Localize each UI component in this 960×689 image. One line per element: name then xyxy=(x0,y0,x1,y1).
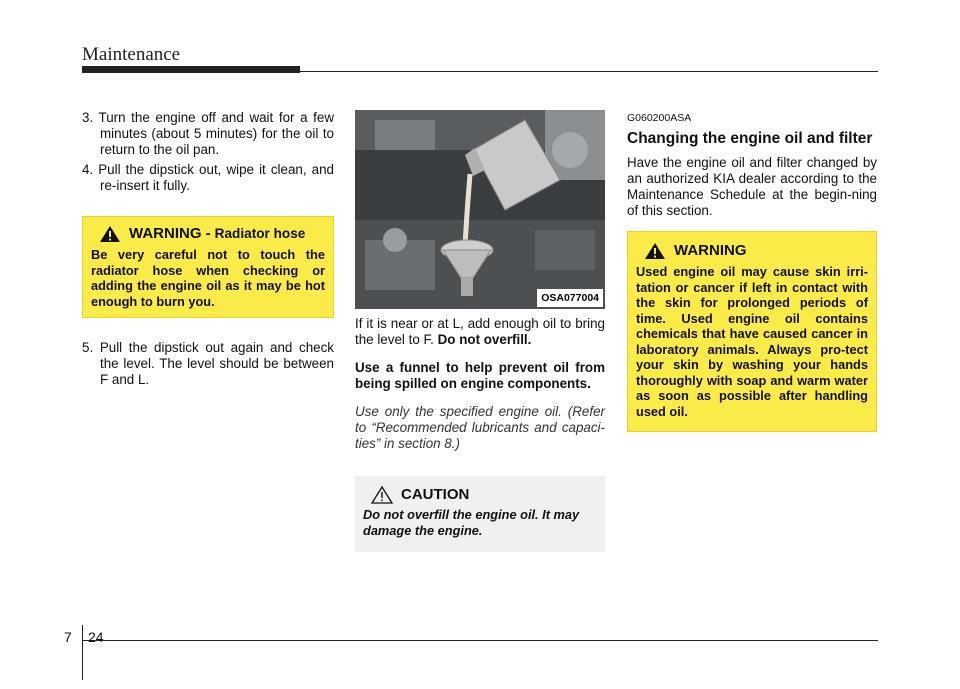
footer-vertical-rule xyxy=(82,625,83,680)
header-rule xyxy=(300,71,878,72)
page-number: 24 xyxy=(88,629,104,645)
para-funnel: Use a funnel to help prevent oil from being spilled on engine components. xyxy=(355,360,605,391)
step-5: 5. Pull the dipstick out again and check the level. The level should be between F and L. xyxy=(82,340,334,387)
para-add-oil-text: If it is near or at L, add enough oil to bring the level to F. xyxy=(355,316,605,347)
footer-rule xyxy=(82,640,878,641)
step-4: 4. Pull the dipstick out, wipe it clean, and re-insert it fully. xyxy=(82,162,334,193)
caution-triangle-icon xyxy=(371,486,393,504)
warning-triangle-icon xyxy=(99,225,121,243)
warning-radiator-hose xyxy=(82,216,334,318)
para-specified-oil: Use only the specified engine oil. (Refer to “Recommended lubricants and capaci-ties” in section 8.) xyxy=(355,404,605,451)
column-1 xyxy=(82,110,334,392)
image-code-label: OSA077004 xyxy=(537,289,603,307)
warning-used-oil xyxy=(627,231,877,432)
column-2 xyxy=(355,110,605,552)
section-title: Changing the engine oil and filter xyxy=(627,130,873,147)
chapter-number: 7 xyxy=(64,629,72,645)
warning-used-oil-header xyxy=(636,242,868,260)
engine-illustration xyxy=(355,110,605,309)
warning-body: Be very careful not to touch the radiator hose when checking or adding the engine oil as it may be hot enough to burn you. xyxy=(91,247,325,309)
do-not-overfill-text: Do not overfill. xyxy=(437,332,532,347)
section-code: G060200ASA xyxy=(627,112,692,124)
page-header-title: Maintenance xyxy=(82,44,181,65)
column-3 xyxy=(627,110,877,432)
para-add-oil xyxy=(355,316,605,348)
section-para: Have the engine oil and filter changed by an authorized KIA dealer according to the Maintenance Schedule at the begin-ning of this section. xyxy=(627,155,877,218)
warning-used-oil-body: Used engine oil may cause skin irri-tation or cancer if left in contact with the skin for prolonged periods of time. Used engine oil contains chemicals that have caused cancer in laboratory animals. Always pro-tect your skin by washing your hands thoroughly with soap and warm water as soon as possible after handling used oil. xyxy=(636,264,868,419)
caution-overfill xyxy=(355,476,605,552)
warning-triangle-icon xyxy=(644,242,666,260)
step-3: 3. Turn the engine off and wait for a few minutes (about 5 minutes) for the oil to return to the oil pan. xyxy=(82,110,334,157)
caution-body: Do not overfill the engine oil. It may damage the engine. xyxy=(363,507,580,538)
header-bar xyxy=(82,66,300,73)
engine-oil-photo xyxy=(355,110,605,309)
caution-title: CAUTION xyxy=(401,486,470,503)
warning-subtitle: Radiator hose xyxy=(214,226,306,241)
warning-header xyxy=(91,225,325,243)
caution-header xyxy=(363,486,597,504)
warning-used-oil-title: WARNING xyxy=(674,242,747,259)
warning-title: WARNING - xyxy=(129,225,211,242)
